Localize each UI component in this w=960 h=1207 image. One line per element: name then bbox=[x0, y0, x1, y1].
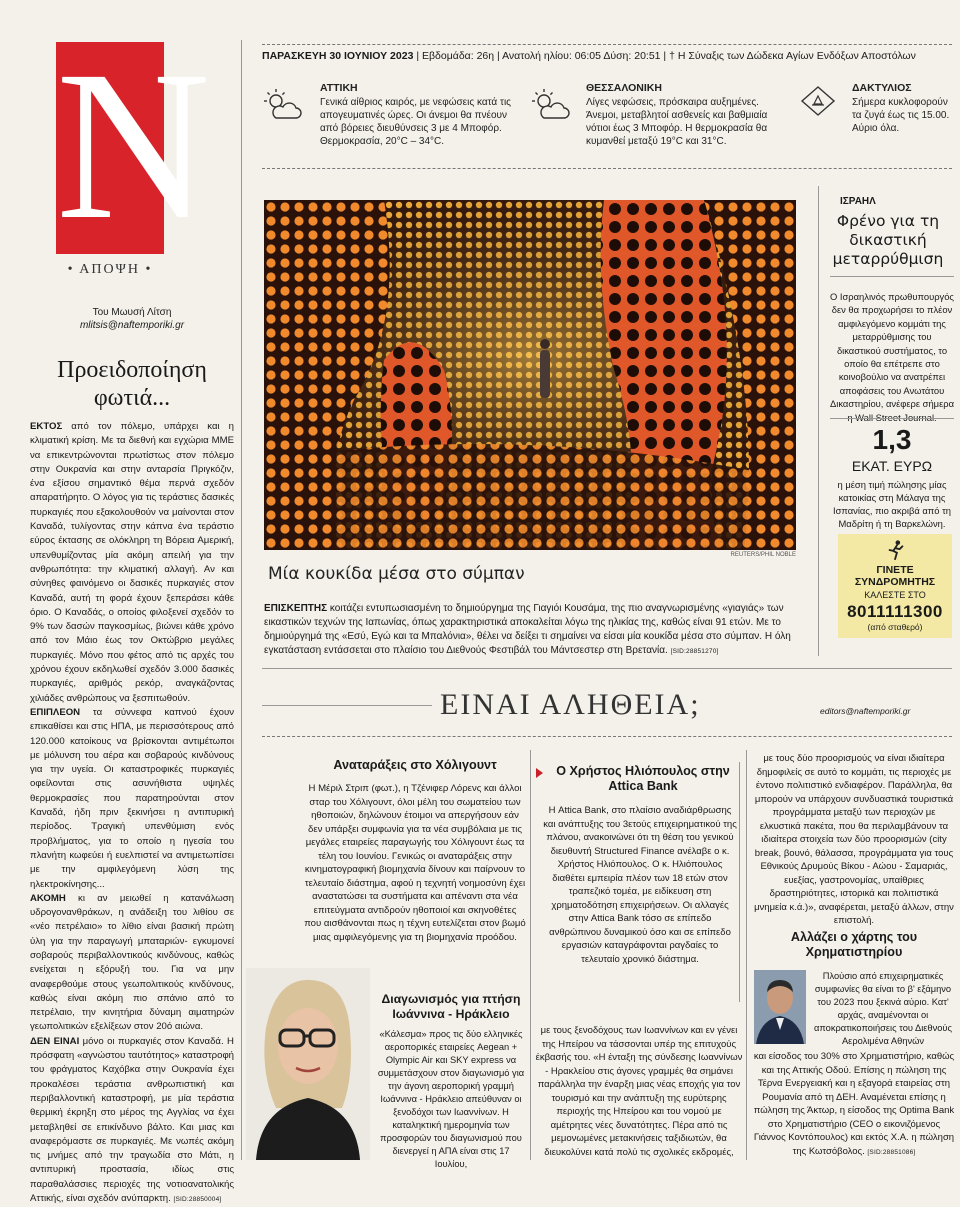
exchange-text-side: Πλούσιο από επιχειρηματικές συμφωνίες θα είναι το β' εξάμηνο του 2023 που ξεκινά αύριο. Κατ' αρχάς, αναμένονται οι αποκρατικοποιήσεις του Διεθνούς Αερολιμένα Αθηνών bbox=[814, 971, 952, 1046]
attica-title: Ο Χρήστος Ηλιόπουλος στην Attica Bank bbox=[556, 764, 730, 793]
opinion-paragraph: ΑΚΟΜΗ κι αν μειωθεί η κατανάλωση υδρογονανθράκων, η ανάδειξη του λιθίου σε «νέο πετρέλαιο» το λίθιο είναι βασική πρώτη ύλη για την παραγωγή μπαταριών- εγκυμονεί σοβαρούς περιβαλλοντικούς κινδύνους, καθώς ενείχεται η εξόρυξή του. Για να μην αναφερθούμε στους γεωπολιτικούς κινδύνους, καθώς είναι ακόμη πιο σπάνιο από το πετρέλαιο, την κινητήρια δύναμη αιματηρών γεωπολιτικών εξελίξεων στον 20ό αιώνα. bbox=[30, 892, 234, 1033]
date: ΠΑΡΑΣΚΕΥΗ 30 ΙΟΥΝΙΟΥ 2023 bbox=[262, 50, 414, 62]
kusama-photo bbox=[264, 200, 796, 550]
weather-text: Λίγες νεφώσεις, πρόσκαιρα αυξημένες. Άνεμοι, μεταβλητοί ασθενείς και βαθμιαία νότιοι έως 3 Μποφόρ. Η θερμοκρασία θα κυμανθεί μεταξύ 19°C και 31°C. bbox=[586, 97, 768, 147]
exchange-title: Αλλάζει ο χάρτης του Χρηματιστηρίου bbox=[790, 930, 918, 959]
feast-day: † Η Σύναξις των Δώδεκα Αγίων Ενδόξων Αποστόλων bbox=[669, 50, 916, 62]
portrait-image bbox=[754, 970, 806, 1044]
subscribe-call: ΚΑΛΕΣΤΕ ΣΤΟ bbox=[864, 590, 926, 600]
stat-unit: ΕΚΑΤ. ΕΥΡΩ bbox=[851, 458, 933, 474]
divider bbox=[262, 736, 952, 737]
weather-text: Σήμερα κυκλοφορούν τα ζυγά έως τις 15.00. Αύριο όλα. bbox=[852, 97, 950, 134]
week: Εβδομάδα: 26η bbox=[421, 50, 495, 62]
subscribe-phone[interactable]: 8011111300 bbox=[847, 602, 943, 621]
photo-story-text: ΕΠΙΣΚΕΠΤΗΣ κοιτάζει εντυπωσιασμένη το δημιούργημα της Γιαγιόι Κουσάμα, της πιο αναγνωρισμένης «γιαγιάς» των εικαστικών τεχνών της Ιαπωνίας, όπως χαρακτηριστικά αποκαλείται λόγω της ηλικίας της, καθώς είναι 91 ετών. Με το δημιούργημά της «Εσύ, Εγώ και τα Μπαλόνια», θέλει να δείξει τι σημαίνει να είσαι μία κουκίδα μέσα στο σύμπαν. Η όλη εγκατάσταση εντάσσεται στο πλαίσιο του Διεθνούς Φεστιβάλ του Μάντσεστερ στη Βρετανία. [SID:28851270] bbox=[264, 603, 791, 656]
portrait-image bbox=[246, 968, 370, 1160]
photo-story-title: Μία κουκίδα μέσα στο σύμπαν bbox=[268, 564, 525, 584]
weather-title: ΑΤΤΙΚΗ bbox=[320, 82, 358, 94]
israel-body: Ο Ισραηλινός πρωθυπουργός δεν θα προχωρήσει το πλέον αμφιλεγόμενο κομμάτι της μεταρρύθμισης του δικαστικού συστήματος, το οποίο θα επέτρεπε στο κοινοβούλιο να ανατρέπει αποφάσεις του Ανωτάτου Δικαστηρίου, ανέφερε σήμερα bbox=[830, 291, 955, 410]
runner-icon bbox=[885, 538, 907, 562]
flight-continuation-2: με τους δύο προορισμούς να είναι ιδιαίτερα δημοφιλείς σε αυτό το κομμάτι, τις περιοχές με έντονο πολιτιστικό ενδιαφέρον. Παράλληλα, θα μπορούν να υπάρχουν συνδυαστικά τουριστικά προγράμματα μεταξύ των περιοχών με ελκυστικά πακέτα, που θα περιλαμβάνουν τα ιδιαίτερα στοιχεία των δύο προορισμών (city break, βουνό, θάλασσα, προγράμματα για τους Εθνικούς Δρυμούς Βίκου - Αώου - Σαμαριάς, ευεξίας, γαστρονομίας, υπαίθριες δραστηριότητες, ιστορικά και πολιτιστικά μνημεία κ.ά.)», αναφέρεται, μεταξύ άλλων, στην επιστολή. bbox=[754, 753, 954, 926]
divider bbox=[262, 44, 952, 45]
truth-section-title: ΕΙΝΑΙ ΑΛΗΘΕΙΑ; bbox=[440, 688, 701, 721]
stat-description: η μέση τιμή πώλησης μίας κατοικίας στη Μάλαγα της Ισπανίας, πιο ακριβά από τη Μαδρίτη ή τη Βαρκελώνη. bbox=[833, 479, 951, 529]
sid-code: [SID:28851086] bbox=[867, 1148, 916, 1156]
byline-author: Του Μωυσή Λίτση bbox=[92, 307, 172, 318]
israel-title: Φρένο για τη δικαστική μεταρρύθμιση bbox=[832, 212, 944, 268]
exchange-text: και είσοδος του 30% στο Χρηματιστήριο, καθώς και της Αττικής Οδού. Επίσης η πώληση της Τέρνα Ενεργειακή και η εξαγορά εταιρείας στη Ρουμανία από τη ΔΕΗ. Αναμένεται επίσης η πώληση της Άκτωρ, η είσοδος της Optima Bank στο Χρηματιστήριο (CEO ο εικονιζόμενος Γιάννος Κοντόπουλος) και εκτός Χ.Α. η πώληση της Κωτσόβολος. [SID:28851086] bbox=[753, 1051, 955, 1157]
weather-text: Γενικά αίθριος καιρός, με νεφώσεις κατά τις απογευματινές ώρες. Οι άνεμοι θα πνέουν από βόρειες διευθύνσεις 3 με 4 Μποφόρ. Θερμοκρασία, 20°C – 34°C. bbox=[320, 97, 511, 147]
israel-kicker: ΙΣΡΑΗΛ bbox=[840, 196, 876, 207]
newspaper-logo bbox=[56, 27, 211, 264]
divider bbox=[262, 668, 952, 669]
logo-letter: N bbox=[56, 27, 211, 264]
divider bbox=[830, 276, 954, 277]
flight-text: «Κάλεσμα» προς τις δύο ελληνικές αεροπορικές εταιρείες Aegean + Olympic Air και SKY express να συμμετάσχουν στον διαγωνισμό για την άγονη αεροπορική γραμμή Ιωάννινα - Ηράκλειο απεύθυναν οι ξενοδόχοι των Ιωαννίνων. Η καταληκτική ημερομηνία των προσφορών του διαγωνισμού που διενεργεί η ΑΠΑ είναι στις 17 Ιουλίου, bbox=[377, 1029, 525, 1169]
polka-dot-installation-image bbox=[264, 200, 796, 550]
meryl-streep-photo bbox=[246, 968, 370, 1160]
dateline: ΠΑΡΑΣΚΕΥΗ 30 ΙΟΥΝΙΟΥ 2023 | Εβδομάδα: 26η | Ανατολή ηλίου: 06:05 Δύση: 20:51 | † Η Σύναξις των Δώδεκα Αγίων Ενδόξων Αποστόλων bbox=[262, 50, 916, 62]
sun-times: Ανατολή ηλίου: 06:05 Δύση: 20:51 bbox=[502, 50, 661, 62]
partly-cloudy-icon bbox=[262, 88, 302, 122]
hollywood-title: Αναταράξεις στο Χόλιγουντ bbox=[333, 758, 497, 772]
partly-cloudy-icon bbox=[530, 88, 570, 122]
opinion-paragraph: ΕΠΙΠΛΕΟΝ τα σύννεφα καπνού έχουν επικαθίσει και στις ΗΠΑ, με περισσότερους από 120.000 κατοίκους να βρίσκονται αντιμέτωποι με μόλυνση του αέρα και σοβαρούς κινδύνους για την υγεία. Οι καταστροφικές πυρκαγιές οφείλονται στις ασυνήθιστα υψηλές θερμοκρασίες που παρατηρούνται στον Καναδά, ήδη πριν ξεκινήσει η αντιπυρική περίοδος. Τραγική υπενθύμιση ενός προβλήματος, για το οποίο η ηγεσία του πλανήτη κωφεύει ή ευελπιστεί να αντιμετωπίσει με την αμφιλεγόμενη λύση της ηλεκτροκίνησης... bbox=[30, 706, 234, 890]
subscribe-box[interactable] bbox=[838, 534, 952, 638]
opinion-paragraph: ΕΚΤΟΣ από τον πόλεμο, υπάρχει και η κλιματική κρίση. Με τα διεθνή και εγχώρια ΜΜΕ να επικεντρώνονται πρωτίστως στον πόλεμο στην Ουκρανία και στην ανταρσία Πριγκόζιν, ένα εξίσου σημαντικό θέμα περνά σχεδόν απαρατήρητο. Ο λόγος για τις τεράστιες δασικές πυρκαγιές που εξακολουθούν να μαίνονται στον Καναδά, τυλίγοντας στην κάπνα ένα τεράστιο εύρος έκτασης σε ολόκληρη τη Βόρεια Αμερική, υπενθυμίζοντας μία ακόμη απειλή για την ανθρωπότητα: την κλιματική αλλαγή. Αν και σύνηθες φαινόμενο οι δασικές πυρκαγιές στον Καναδά, αυτή τη φορά έχουν ξεπεράσει κάθε όριο. Ο Καναδάς, ο οποίος φιλοξενεί σχεδόν το 9% των δασών παγκοσμίως, βιώνει κάθε χρόνο από τον Μάιο έως τον Οκτώβριο μεγάλες πυρκαγιές. Μόνο που φέτος από τις αρχές του χρόνου έχουν εκδηλωθεί σχεδόν 3.000 δασικές πυρκαγιές, αριθμός ρεκόρ, αναγκάζοντας χιλιάδες ανθρώπους να ξεσπιτωθούν. bbox=[30, 421, 234, 704]
column-divider bbox=[746, 750, 747, 1160]
flight-continuation: με τους ξενοδόχους των Ιωαννίνων και εν γένει της Ηπείρου να τάσσονται υπέρ της επιτυχούς έκβασής του. «Η ένταξη της σύνδεσης Ιωαννίνων - Ηρακλείου στις άγονες γραμμές θα σημάνει παράλληλα την έναρξη μιας νέας εποχής για τον τουρισμό και την ανάπτυξη της ευρύτερης περιοχής της Ηπείρου και του νομού με αμέτρητες νέες δυνατότητες. Πέρα από τις μεμονωμένες μετακινήσεις ταξιδιωτών, θα διευκολύνει κατά πολύ τις σχολικές εκδρομές, bbox=[535, 1025, 743, 1158]
weather-title: ΔΑΚΤΥΛΙΟΣ bbox=[852, 82, 912, 94]
hollywood-text: Η Μέριλ Στριπ (φωτ.), η Τζένιφερ Λόρενς και άλλοι σταρ του Χόλιγουντ, όλοι μέλη του σωματείου των ηθοποιών, δηλώνουν έτοιμοι να απεργήσουν εάν δεν υπάρξει συμφωνία για τα νέα συμβόλαια με τις μεγάλες εταιρείες παραγωγής του Χόλιγουντ έως τα τέλη του Ιουνίου. Γενικώς οι αναταράξεις στην κινηματογραφική βιομηχανία δίνουν και παίρνουν το τελευταίο διάστημα, αφού η τεχνητή νοημοσύνη έχει αναστατώσει τα συστήματα και απέναντι στα νέα επιτεύγματα αντιδρούν ηθοποιοί και σκηνοθέτες που αισθάνονται πως η τέχνη ευτελίζεται στον βωμό μιας αμφιλεγόμενης για τη βιομηχανία προόδου. bbox=[304, 783, 526, 943]
attica-text: Η Attica Bank, στο πλαίσιο αναδιάρθρωσης και ανάπτυξης του 3ετούς επιχειρηματικού της πλάνου, ανακοινώνει ότι τη θέση του γενικού διευθυντή Structured Finance ανέλαβε ο κ. Χρήστος Ηλιόπουλος. Ο κ. Ηλιόπουλος διαθέτει εμπειρία πλέον των 18 ετών στον τραπεζικό τομέα, με ειδίκευση στη χρηματοδότηση επιχειρήσεων. Οι αλλαγές στην Attica Bank τόσο σε επίπεδο ανθρώπινου δυναμικού όσο και σε επίπεδο εργασιών καταγράφονται ραγδαίες το τελευταίο χρονικό διάστημα. bbox=[543, 805, 737, 965]
byline-email[interactable]: mlitsis@naftemporiki.gr bbox=[79, 320, 185, 331]
byline bbox=[30, 306, 234, 332]
weather-title: ΘΕΣΣΑΛΟΝΙΚΗ bbox=[586, 82, 662, 94]
flight-title: Διαγωνισμός για πτήση Ιωάννινα - Ηράκλειο bbox=[381, 992, 521, 1021]
divider bbox=[262, 168, 952, 169]
traffic-ring-icon bbox=[798, 84, 838, 118]
kontopoulos-photo bbox=[754, 970, 806, 1044]
subscribe-heading: ΓΙΝΕΤΕ ΣΥΝΔΡΟΜΗΤΗΣ bbox=[854, 564, 936, 588]
divider bbox=[830, 418, 954, 419]
section-label: • ΑΠΟΨΗ • bbox=[67, 262, 153, 277]
column-divider bbox=[241, 40, 242, 1160]
column-divider bbox=[530, 750, 531, 1160]
stat-value: 1,3 bbox=[872, 424, 912, 455]
column-divider bbox=[818, 186, 819, 656]
subscribe-note: (από σταθερό) bbox=[867, 622, 923, 632]
divider bbox=[262, 705, 432, 706]
opinion-title: Προειδοποίηση φωτιά... bbox=[57, 357, 207, 411]
truth-section-email[interactable]: editors@naftemporiki.gr bbox=[820, 706, 911, 716]
sid-code: [SID:28851270] bbox=[670, 648, 719, 655]
opinion-paragraph: ΔΕΝ ΕΙΝΑΙ μόνο οι πυρκαγιές στον Καναδά. Η πρόσφατη «αγνώστου ταυτότητος» καταστροφή του φράγματος Καχόβκα στην Ουκρανία έχει προκαλέσει τεράστια ανθρωπιστική και περιβαλλοντική καταστροφή, με μία τεράστια θερμική έκρηξη στο μέρος της Αγγλίας να έχει μεταβληθεί σε επικίνδυνο βάλτο. Και μιας και αναφερόμαστε σε πυρκαγιές. Με νωπές ακόμη τις μνήμες από την τραγωδία στο Μάτι, η αντιπυρική προστασία, ιδίως στις παραθαλάσσιες περιοχές της νοτιοανατολικής Αττικής, είναι σχεδόν ανύπαρκτη. [SID:28850004] bbox=[30, 1035, 234, 1205]
photo-credit: REUTERS/PHIL NOBLE bbox=[730, 552, 796, 558]
sid-code: [SID:28850004] bbox=[173, 1196, 222, 1204]
opinion-body bbox=[30, 420, 234, 1207]
